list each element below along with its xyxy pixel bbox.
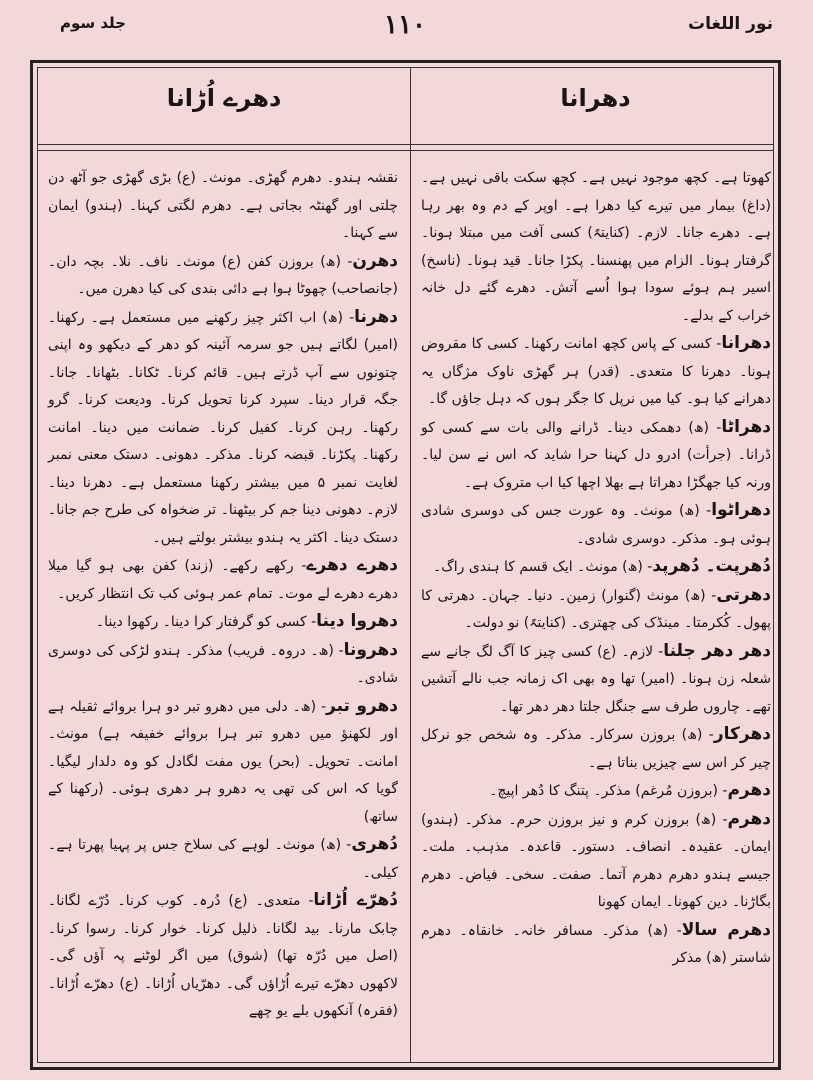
entry-term: دھراٹوا — [711, 500, 771, 520]
left-column-body — [48, 164, 398, 1026]
entry-term: دھراٹا — [721, 416, 771, 437]
entry-definition: - لازم۔ (ع) کسی چیز کا آگ لگ جانے سے شعلہ زن ہونا۔ (امیر) تھا وہ بھی اک زمانہ جب نالے آتشیں تھے۔ چاروں طرف سے جنگل جلتا دھر دھر تھا۔ — [421, 643, 771, 715]
entry-term: دھرونا — [343, 639, 398, 660]
entry-definition: - (ھ) مذکر۔ مسافر خانہ۔ خانقاہ۔ دھرم شاستر (ھ) مذکر — [421, 922, 771, 966]
entry-term: دھرو تبر — [326, 695, 398, 716]
entry-definition: نقشہ ہندو۔ دھرم گھڑی۔ مونث۔ (ع) بڑی گھڑی جو آٹھ دن چلتی اور گھنٹہ بجاتی ہے۔ دھرم لگتی کہنا۔ (ہندو) ایمان سے کہنا۔ — [48, 170, 398, 241]
dictionary-entry — [48, 608, 398, 637]
page-frame-inner — [37, 67, 774, 1063]
entry-term: دھروا دینا — [316, 611, 398, 631]
dictionary-entry — [421, 582, 771, 638]
entry-definition: - کسی کو گرفتار کرا دینا۔ رکھوا دینا۔ — [95, 614, 317, 630]
entry-definition: - رکھے رکھے۔ (زند) کفن بھی ہو گیا میلا دھرے دھرے لے موت۔ تمام عمر ہوئی کب تک انتظار کریں۔ — [48, 558, 398, 602]
entry-term: دھرتی — [716, 584, 771, 605]
entry-definition: - (ھ) دھمکی دینا۔ ڈرانے والی بات سے کسی کو ڈرانا۔ (جرأت) ادرو دل کہنا حرا شاید کہ اس نے سن لیا۔ ورنہ کیا جھگڑا دھراتا ہے بھلا اچھا کیا اب متروک ہے۔ — [421, 419, 771, 491]
entry-definition: - (ھ) بروزن سرکار۔ مذکر۔ وہ شخص جو نرکل چیر کر اس سے چیزیں بناتا ہے۔ — [421, 727, 771, 771]
entry-definition: - کسی کے پاس کچھ امانت رکھنا۔ کسی کا مقروض ہونا۔ دھرنا کا متعدی۔ (قدر) ہر گھڑی ناوک مژگاں یہ دھرانے کیا ہو۔ کیا میں نرپل کا جگر ہوں کہ دہل جاؤں گا۔ — [421, 336, 771, 407]
entry-definition: - (ھ) اب اکثر چیز رکھنے میں مستعمل ہے۔ رکھنا۔ (امیر) لگاتے ہیں جو سرمہ آئینہ کو دھر کے دیکھو وہ اپنی چتونوں سے آپ ڈرتے ہیں۔ قائم کرنا۔ ٹکانا۔ بٹھانا۔ جانا۔ جگہ قرار دینا۔ سپرد کرنا تحویل کرنا۔ ودیعت کرنا۔ گرو رکھنا۔ رہن کرنا۔ کفیل کرنا۔ ضمانت میں دینا۔ امانت رکھنا۔ پکڑنا۔ قبضہ کرنا۔ مذکر۔ دھونی۔ دستک معنی نمبر لغایت نمبر ۵ میں بیشتر رکھنا مستعمل ہے۔ دھرنا دینا۔ لازم۔ دھونی دینا جم کر بیٹھنا۔ تر ضخواہ کی طرح جم جانا۔ دستک دینا۔ اکثر یہ ہندو بیشتر بولتے ہیں۔ — [48, 309, 398, 546]
entry-term: دُھری — [351, 834, 398, 854]
column-divider — [410, 68, 411, 1062]
dictionary-entry — [421, 497, 771, 553]
dictionary-entry — [48, 304, 398, 553]
entry-term: دھرم سالا — [681, 919, 771, 940]
dictionary-entry — [421, 721, 771, 777]
right-column-body — [421, 164, 771, 973]
entry-definition: - (ھ۔ دلی میں دھرو تبر دو ہرا بروائے ثقیلہ ہے اور لکھنؤ میں دھرو تبر ہرا بروائے خفیفہ ہے) مونث۔ امانت۔ تحویل۔ (بحر) یوں مفت لگادل کو وہ دلدار لیگیا۔ گویا کہ اس کی تھی یہ دھرو ہر دھری ہوئی۔ (رکھنا کے ساتھ) — [48, 698, 398, 825]
dictionary-entry — [421, 806, 771, 917]
heading-rule — [38, 144, 773, 145]
dictionary-entry — [421, 917, 771, 973]
book-title: نور اللغات — [688, 14, 773, 34]
entry-definition: - متعدی۔ (ع) دُرہ۔ کوب کرنا۔ دُرّے لگانا۔ چابک مارنا۔ بید لگانا۔ ذلیل کرنا۔ خوار کرنا۔ رسوا کرنا۔ (اصل میں دُرّہ تھا) (شوق) میں اگر لوٹنے پہ آؤں گی۔ لاکھوں دھرّے تیرے اُڑاؤں گی۔ دھرّیاں اُڑانا۔ (ع) دھرّے اُڑانا۔ (فقرہ) آنکھوں بلے یو چھے — [48, 893, 398, 1019]
entry-definition: - (ھ) مونث۔ وہ عورت جس کی دوسری شادی ہوئی ہو۔ مذکر۔ دوسری شادی۔ — [421, 503, 771, 547]
dictionary-entry — [421, 553, 771, 582]
entry-term: دُھرّے اُڑانا — [313, 890, 398, 910]
entry-term: دھرم — [727, 780, 771, 800]
entry-term: دھرنا — [354, 306, 398, 327]
dictionary-entry — [48, 552, 398, 608]
volume-label: جلد سوم — [60, 14, 126, 32]
entry-definition: - (ھ) مونث (گنوار) زمین۔ دنیا۔ جہان۔ دھرتی کا پھول۔ کُکرمتا۔ مینڈک کی چھتری۔ (کنایتہً) نو دولت۔ — [421, 587, 771, 631]
left-column-heading: دھرے اُڑانا — [166, 84, 282, 112]
page-header — [0, 4, 813, 48]
entry-definition: کھوتا ہے۔ کچھ موجود نہیں ہے۔ کچھ سکت باقی نہیں ہے۔ (داغ) بیمار میں تیرے کیا دھرا ہے۔ اوپر کے دم وہ بھر رہا ہے۔ دھرے جانا۔ لازم۔ (کنایتہً) کسی آفت میں مبتلا ہونا۔ گرفتار ہونا۔ الزام میں پھنسنا۔ پکڑا جانا۔ قید ہونا۔ (ناسخ) اسیر ہم ہوئے سودا ہوا اُسے آتش۔ دھرے گئے دل خانہ خراب کے بدلے۔ — [421, 170, 771, 324]
heading-rule-double — [38, 150, 773, 151]
entry-definition: - (ھ۔ دروہ۔ فریب) مذکر۔ ہندو لڑکی کی دوسری شادی۔ — [48, 642, 398, 686]
dictionary-entry — [48, 164, 398, 248]
dictionary-entry — [48, 248, 398, 304]
right-column-heading: دھرانا — [560, 84, 631, 112]
entry-definition: - (بروزن مُرغم) مذکر۔ پتنگ کا دُھر اپیچ۔ — [489, 783, 728, 799]
entry-term: دھر دھر جلنا — [663, 640, 771, 661]
dictionary-entry — [48, 887, 398, 1026]
dictionary-entry — [421, 164, 771, 330]
dictionary-entry — [421, 638, 771, 722]
dictionary-entry — [48, 693, 398, 832]
entry-term: دھرے دھرے — [306, 555, 398, 575]
dictionary-entry — [421, 330, 771, 414]
entry-term: دھرن — [352, 250, 398, 271]
entry-definition: - (ھ) بروزن کرم و نیز بروزن حرم۔ مذکر۔ (ہندو) ایمان۔ عقیدہ۔ انصاف۔ دستور۔ قاعدہ۔ مذہب۔ ملت۔ جیسے ہندو دھرم دھرم آتما۔ صفت۔ سخی۔ فیاض۔ دھرم بگاڑنا۔ دین کھونا۔ ایمان کھونا — [421, 811, 771, 910]
entry-term: دھرکار — [713, 724, 771, 744]
dictionary-entry — [48, 831, 398, 887]
entry-term: دھرم — [727, 808, 771, 829]
page-frame — [30, 60, 781, 1070]
dictionary-entry — [421, 777, 771, 806]
entry-definition: - (ھ) مونث۔ ایک قسم کا ہندی راگ۔ — [433, 559, 653, 575]
entry-definition: - (ھ) بروزن کفن (ع) مونث۔ ناف۔ نلا۔ بچہ دان۔ (جانصاحب) چھوٹا ہوا ہے دائی بندی کی کیا دھرن میں۔ — [48, 253, 398, 297]
entry-definition: - (ھ) مونث۔ لوہے کی سلاخ جس پر پہیا پھرتا ہے۔ کیلی۔ — [48, 837, 398, 881]
dictionary-entry — [48, 637, 398, 693]
entry-term: دھرانا — [721, 333, 771, 353]
entry-term: دُھرپت۔ دُھرپد — [652, 556, 771, 576]
dictionary-entry — [421, 414, 771, 498]
page-number: ۱۱۰ — [384, 10, 426, 40]
